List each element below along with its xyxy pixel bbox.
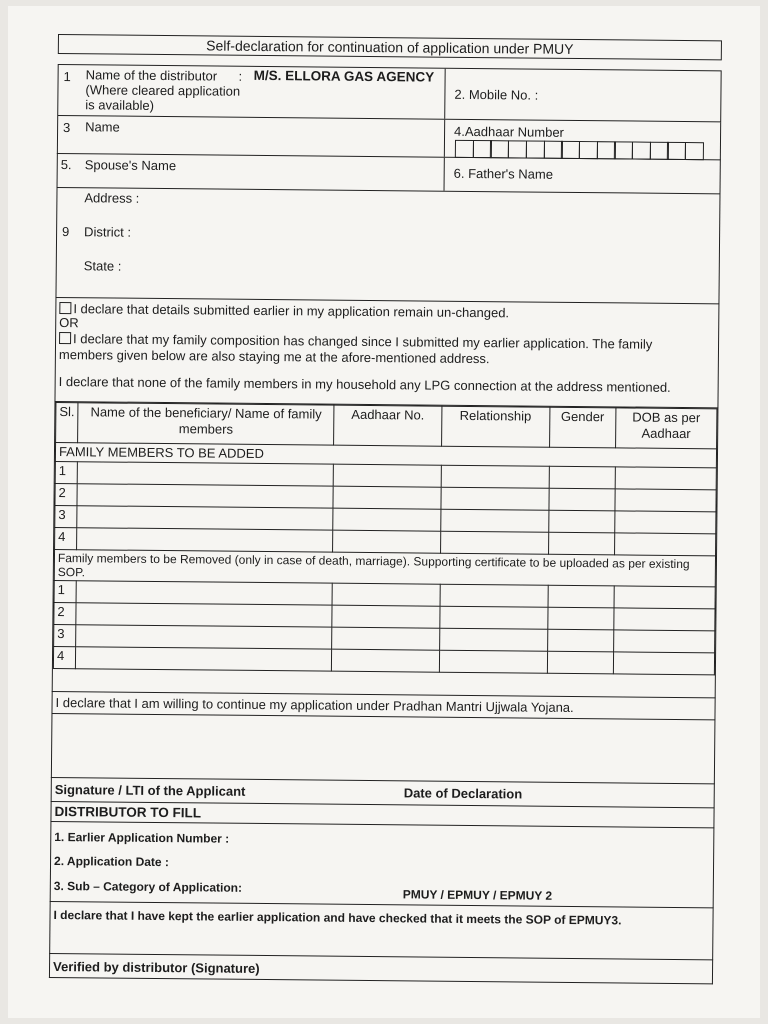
cell[interactable] — [440, 531, 548, 554]
changed-checkbox[interactable] — [59, 332, 71, 344]
cell[interactable] — [614, 586, 715, 609]
application-date: 2. Application Date : — [53, 854, 170, 870]
state-label: State : — [83, 258, 122, 274]
cell[interactable] — [440, 585, 548, 608]
distributor-row — [57, 64, 721, 122]
spouse-label: Spouse's Name — [84, 157, 177, 174]
distributor-colon: : — [238, 68, 243, 84]
cell[interactable] — [439, 629, 547, 652]
form-title: Self-declaration for continuation of application under PMUY — [58, 34, 722, 60]
cell[interactable] — [439, 607, 547, 630]
cell[interactable] — [332, 584, 439, 607]
add-section-label: FAMILY MEMBERS TO BE ADDED — [55, 442, 716, 467]
signature-space[interactable] — [51, 714, 716, 784]
remove-section-label: Family members to be Removed (only in case of death, marriage). Supporting certificate to be uploaded as per existing SOP. — [54, 549, 715, 587]
cell[interactable] — [333, 486, 440, 509]
declarations-block — [54, 298, 719, 408]
cell[interactable] — [548, 608, 614, 631]
name-label: Name — [85, 119, 120, 135]
cell[interactable] — [548, 510, 614, 533]
cell[interactable] — [333, 530, 440, 553]
cell[interactable] — [547, 652, 613, 675]
cell[interactable] — [76, 625, 333, 649]
header-dob: DOB as per Aadhaar — [615, 408, 717, 449]
signature-label: Signature / LTI of the Applicant — [54, 782, 246, 799]
cell[interactable] — [615, 466, 716, 489]
row-num: 3 — [55, 505, 77, 527]
cell[interactable] — [615, 488, 716, 511]
cell[interactable] — [333, 508, 440, 531]
cell[interactable] — [77, 505, 334, 529]
distributor-declaration-row — [49, 902, 713, 960]
aadhaar-label: 4.Aadhaar Number — [454, 123, 564, 140]
verified-row — [49, 954, 713, 984]
cell[interactable] — [441, 487, 549, 510]
cell[interactable] — [615, 510, 716, 533]
cell[interactable] — [549, 488, 615, 511]
cell[interactable] — [334, 464, 441, 487]
distributor-value: M/S. ELLORA GAS AGENCY — [253, 67, 435, 85]
header-gender: Gender — [549, 407, 615, 448]
declaration-no-lpg: I declare that none of the family members in my household any LPG connection at the address mentioned. — [58, 374, 671, 395]
cell[interactable] — [332, 628, 439, 651]
cell[interactable] — [548, 586, 614, 609]
distributor-sub1: (Where cleared application — [85, 82, 241, 99]
distributor-declaration: I declare that I have kept the earlier application and have checked that it meets the SOP of EPMUY3. — [53, 907, 622, 928]
distributor-heading: DISTRIBUTOR TO FILL — [54, 804, 202, 821]
category-options: PMUY / EPMUY / EPMUY 2 — [402, 887, 553, 903]
cell[interactable] — [77, 461, 334, 485]
distributor-sub2: is available) — [85, 97, 155, 113]
cell[interactable] — [77, 483, 334, 507]
willing-text: I declare that I am willing to continue my application under Pradhan Mantri Ujjwala Yojana. — [55, 695, 574, 715]
cell[interactable] — [332, 606, 439, 629]
district-num: 9 — [62, 224, 70, 240]
row-num: 2 — [55, 483, 77, 505]
cell[interactable] — [76, 581, 333, 605]
earlier-app-number: 1. Earlier Application Number : — [54, 830, 230, 846]
unchanged-checkbox[interactable] — [59, 302, 71, 314]
header-name: Name of the beneficiary/ Name of family members — [78, 403, 335, 445]
cell[interactable] — [614, 608, 715, 631]
row-num: 1 — [55, 461, 77, 483]
or-text: OR — [59, 315, 79, 331]
header-aadhaar: Aadhaar No. — [334, 405, 442, 446]
spouse-num: 5. — [60, 157, 72, 173]
cell[interactable] — [440, 509, 548, 532]
family-table — [53, 402, 718, 676]
date-label: Date of Declaration — [403, 785, 523, 802]
cell[interactable] — [614, 532, 715, 555]
mobile-label: 2. Mobile No. : — [454, 86, 539, 103]
cell[interactable] — [332, 650, 439, 673]
cell[interactable] — [439, 651, 547, 674]
cell[interactable] — [613, 630, 714, 653]
cell[interactable] — [549, 466, 615, 489]
cell[interactable] — [441, 465, 549, 488]
verified-label: Verified by distributor (Signature) — [52, 958, 260, 976]
sub-category-label: 3. Sub – Category of Application: — [53, 878, 243, 895]
cell[interactable] — [548, 532, 614, 555]
header-sl: Sl. — [56, 402, 78, 442]
cell[interactable] — [75, 647, 332, 671]
declaration-changed — [59, 331, 709, 368]
declaration-changed-text: I declare that my family composition has changed since I submitted my earlier application. The family members given below are also staying me at the afore-mentioned address. — [58, 331, 653, 366]
family-table-block — [52, 402, 719, 698]
document-page — [8, 6, 760, 1018]
address-block — [55, 188, 720, 304]
row-num: 1 — [54, 581, 76, 603]
name-num: 3 — [63, 120, 71, 136]
distributor-items — [50, 822, 715, 908]
row-num: 4 — [55, 527, 77, 549]
header-relationship: Relationship — [441, 406, 550, 447]
row-num: 2 — [54, 603, 76, 625]
cell[interactable] — [547, 630, 613, 653]
row-num: 4 — [53, 647, 75, 669]
pmuy-form — [49, 34, 722, 984]
district-label: District : — [84, 224, 132, 240]
row-num: 3 — [54, 625, 76, 647]
address-label: Address : — [84, 190, 140, 206]
cell[interactable] — [613, 652, 714, 675]
cell[interactable] — [76, 603, 333, 627]
distributor-num: 1 — [63, 69, 71, 85]
distributor-label: Name of the distributor — [85, 67, 218, 84]
aadhaar-digit-boxes — [455, 140, 703, 160]
declaration-unchanged-text: I declare that details submitted earlier in my application remain un-changed. — [73, 301, 510, 321]
father-label: 6. Father's Name — [453, 165, 554, 182]
cell[interactable] — [77, 527, 334, 551]
name-row — [57, 116, 721, 160]
declaration-unchanged — [59, 301, 509, 321]
